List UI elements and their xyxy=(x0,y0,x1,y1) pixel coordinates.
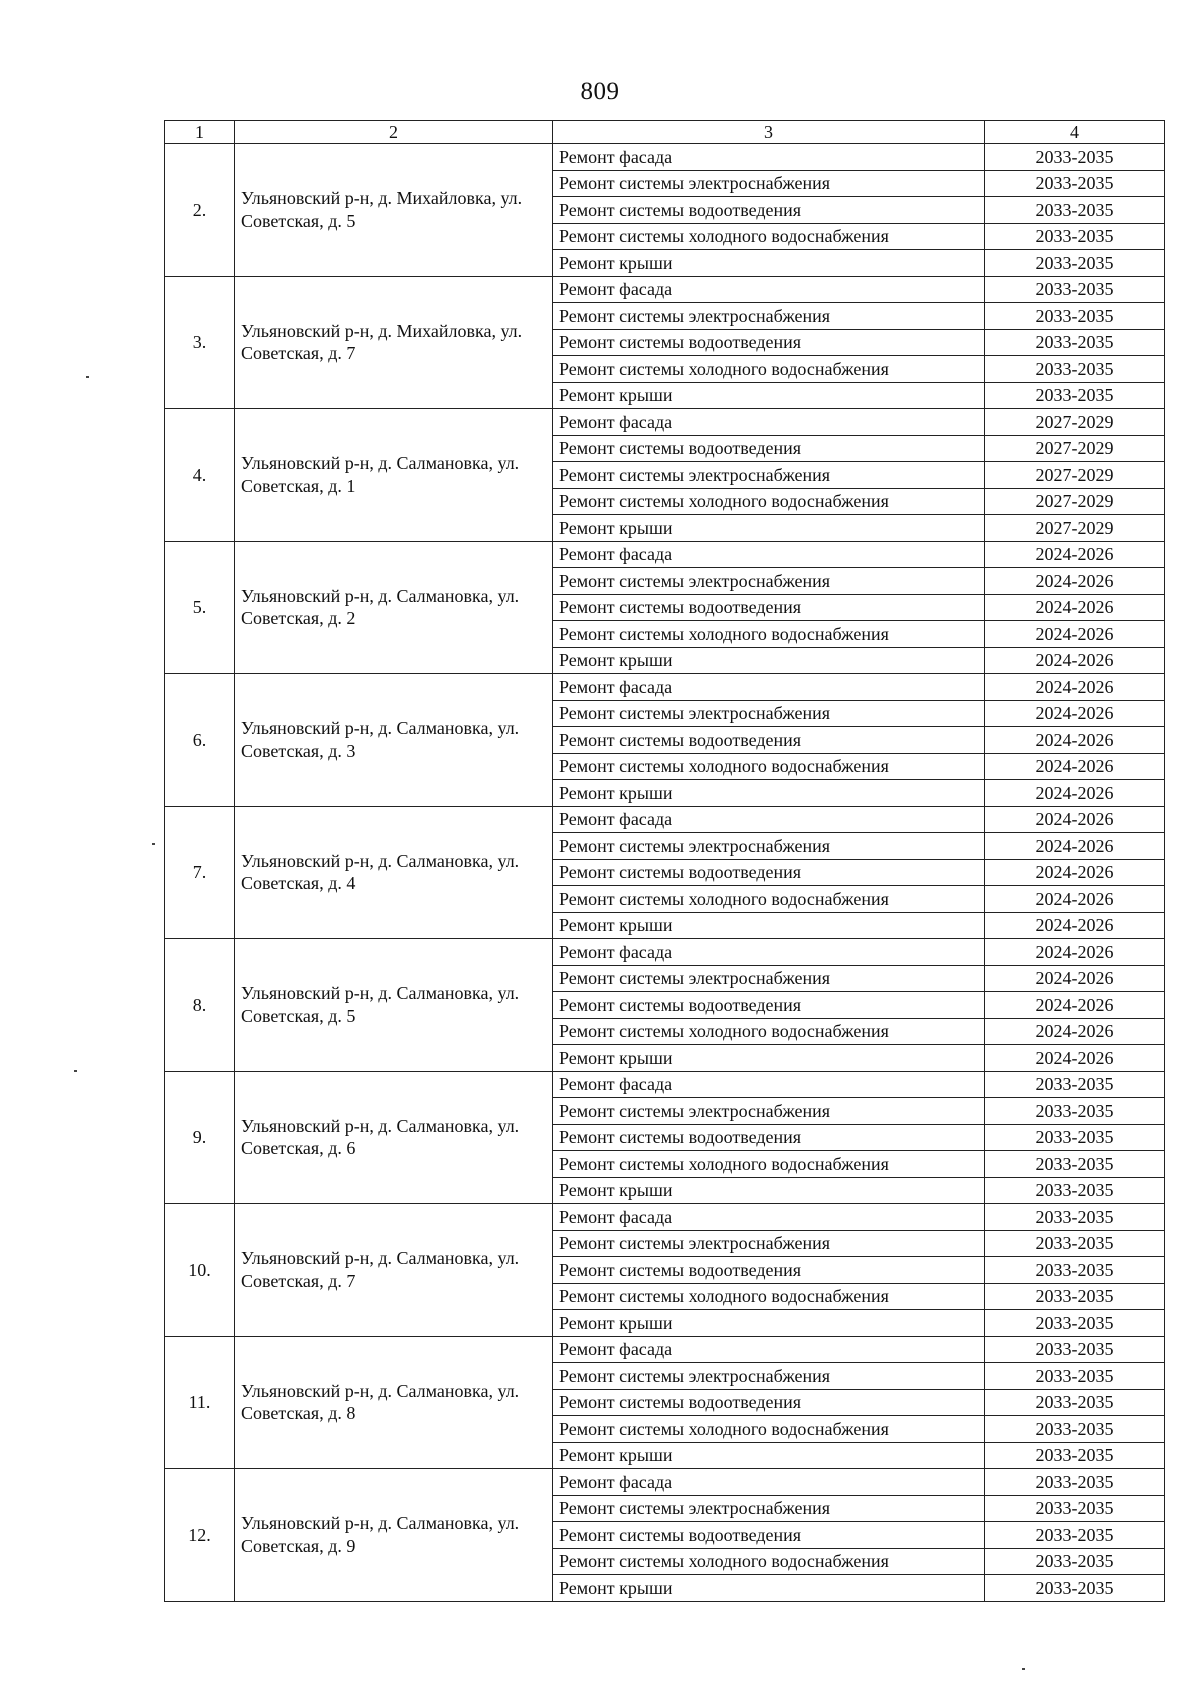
scan-speck xyxy=(152,843,155,845)
work-type: Ремонт системы водоотведения xyxy=(553,435,985,462)
work-period: 2033-2035 xyxy=(985,144,1165,171)
header-row xyxy=(165,121,1165,144)
work-period: 2033-2035 xyxy=(985,1151,1165,1178)
work-type: Ремонт крыши xyxy=(553,1310,985,1337)
item-number: 5. xyxy=(165,541,235,674)
work-type: Ремонт системы электроснабжения xyxy=(553,1098,985,1125)
work-period: 2033-2035 xyxy=(985,1257,1165,1284)
work-type: Ремонт системы электроснабжения xyxy=(553,1363,985,1390)
work-period: 2024-2026 xyxy=(985,886,1165,913)
building-address: Ульяновский р-н, д. Михайловка, ул. Советская, д. 7 xyxy=(235,276,553,409)
work-period: 2024-2026 xyxy=(985,806,1165,833)
work-period: 2033-2035 xyxy=(985,1098,1165,1125)
work-type: Ремонт крыши xyxy=(553,1575,985,1602)
table-row xyxy=(165,1204,1165,1231)
work-period: 2024-2026 xyxy=(985,1045,1165,1072)
work-period: 2024-2026 xyxy=(985,939,1165,966)
work-period: 2033-2035 xyxy=(985,1442,1165,1469)
work-period: 2033-2035 xyxy=(985,1071,1165,1098)
work-period: 2033-2035 xyxy=(985,1177,1165,1204)
work-type: Ремонт фасада xyxy=(553,1071,985,1098)
work-period: 2024-2026 xyxy=(985,912,1165,939)
work-type: Ремонт системы водоотведения xyxy=(553,329,985,356)
work-type: Ремонт системы холодного водоснабжения xyxy=(553,1416,985,1443)
work-period: 2033-2035 xyxy=(985,1204,1165,1231)
building-address: Ульяновский р-н, д. Салмановка, ул. Советская, д. 4 xyxy=(235,806,553,939)
work-period: 2033-2035 xyxy=(985,1283,1165,1310)
work-period: 2033-2035 xyxy=(985,1363,1165,1390)
work-period: 2033-2035 xyxy=(985,170,1165,197)
work-type: Ремонт системы водоотведения xyxy=(553,1257,985,1284)
work-type: Ремонт системы холодного водоснабжения xyxy=(553,356,985,383)
building-address: Ульяновский р-н, д. Салмановка, ул. Советская, д. 2 xyxy=(235,541,553,674)
table-header xyxy=(165,121,1165,144)
item-number: 11. xyxy=(165,1336,235,1469)
work-period: 2033-2035 xyxy=(985,1336,1165,1363)
building-address: Ульяновский р-н, д. Михайловка, ул. Советская, д. 5 xyxy=(235,144,553,277)
header-col-1: 1 xyxy=(165,121,235,144)
work-period: 2024-2026 xyxy=(985,594,1165,621)
work-period: 2024-2026 xyxy=(985,727,1165,754)
work-type: Ремонт фасада xyxy=(553,541,985,568)
item-number: 8. xyxy=(165,939,235,1072)
work-type: Ремонт фасада xyxy=(553,806,985,833)
work-period: 2024-2026 xyxy=(985,780,1165,807)
work-type: Ремонт системы электроснабжения xyxy=(553,833,985,860)
work-period: 2024-2026 xyxy=(985,859,1165,886)
work-period: 2027-2029 xyxy=(985,462,1165,489)
work-type: Ремонт крыши xyxy=(553,647,985,674)
header-col-3: 3 xyxy=(553,121,985,144)
work-period: 2027-2029 xyxy=(985,488,1165,515)
work-period: 2024-2026 xyxy=(985,1018,1165,1045)
table-row xyxy=(165,541,1165,568)
work-period: 2033-2035 xyxy=(985,1495,1165,1522)
item-number: 10. xyxy=(165,1204,235,1337)
work-period: 2033-2035 xyxy=(985,1575,1165,1602)
work-type: Ремонт системы водоотведения xyxy=(553,859,985,886)
work-type: Ремонт крыши xyxy=(553,1177,985,1204)
work-type: Ремонт системы холодного водоснабжения xyxy=(553,223,985,250)
work-type: Ремонт крыши xyxy=(553,780,985,807)
work-type: Ремонт крыши xyxy=(553,250,985,277)
work-type: Ремонт фасада xyxy=(553,674,985,701)
work-type: Ремонт системы электроснабжения xyxy=(553,170,985,197)
work-period: 2033-2035 xyxy=(985,1522,1165,1549)
work-period: 2027-2029 xyxy=(985,409,1165,436)
building-address: Ульяновский р-н, д. Салмановка, ул. Советская, д. 1 xyxy=(235,409,553,542)
work-period: 2024-2026 xyxy=(985,992,1165,1019)
item-number: 2. xyxy=(165,144,235,277)
work-type: Ремонт системы водоотведения xyxy=(553,1124,985,1151)
table-row xyxy=(165,1336,1165,1363)
table-row xyxy=(165,1469,1165,1496)
work-period: 2024-2026 xyxy=(985,647,1165,674)
item-number: 6. xyxy=(165,674,235,807)
work-period: 2033-2035 xyxy=(985,356,1165,383)
building-address: Ульяновский р-н, д. Салмановка, ул. Советская, д. 5 xyxy=(235,939,553,1072)
work-type: Ремонт системы холодного водоснабжения xyxy=(553,753,985,780)
work-type: Ремонт системы электроснабжения xyxy=(553,303,985,330)
item-number: 4. xyxy=(165,409,235,542)
work-period: 2033-2035 xyxy=(985,303,1165,330)
work-period: 2024-2026 xyxy=(985,965,1165,992)
work-type: Ремонт системы холодного водоснабжения xyxy=(553,1548,985,1575)
work-type: Ремонт фасада xyxy=(553,939,985,966)
table-row xyxy=(165,939,1165,966)
work-period: 2033-2035 xyxy=(985,1469,1165,1496)
page-number: 809 xyxy=(580,78,620,105)
work-type: Ремонт системы водоотведения xyxy=(553,1522,985,1549)
scan-speck xyxy=(1022,1668,1025,1670)
building-address: Ульяновский р-н, д. Салмановка, ул. Советская, д. 9 xyxy=(235,1469,553,1602)
work-type: Ремонт системы холодного водоснабжения xyxy=(553,1283,985,1310)
work-type: Ремонт системы электроснабжения xyxy=(553,700,985,727)
work-type: Ремонт системы электроснабжения xyxy=(553,965,985,992)
work-period: 2033-2035 xyxy=(985,1124,1165,1151)
table-row xyxy=(165,276,1165,303)
work-period: 2033-2035 xyxy=(985,197,1165,224)
work-type: Ремонт системы водоотведения xyxy=(553,1389,985,1416)
work-period: 2027-2029 xyxy=(985,515,1165,542)
work-type: Ремонт фасада xyxy=(553,276,985,303)
work-type: Ремонт системы водоотведения xyxy=(553,727,985,754)
table-row xyxy=(165,674,1165,701)
item-number: 12. xyxy=(165,1469,235,1602)
building-address: Ульяновский р-н, д. Салмановка, ул. Советская, д. 8 xyxy=(235,1336,553,1469)
work-type: Ремонт фасада xyxy=(553,144,985,171)
work-type: Ремонт системы водоотведения xyxy=(553,594,985,621)
work-period: 2033-2035 xyxy=(985,223,1165,250)
scan-speck xyxy=(86,376,89,378)
work-period: 2033-2035 xyxy=(985,1389,1165,1416)
header-col-4: 4 xyxy=(985,121,1165,144)
work-period: 2024-2026 xyxy=(985,753,1165,780)
work-type: Ремонт системы холодного водоснабжения xyxy=(553,621,985,648)
work-type: Ремонт системы электроснабжения xyxy=(553,462,985,489)
work-type: Ремонт крыши xyxy=(553,912,985,939)
work-type: Ремонт крыши xyxy=(553,382,985,409)
work-type: Ремонт системы электроснабжения xyxy=(553,1230,985,1257)
work-type: Ремонт фасада xyxy=(553,1469,985,1496)
work-period: 2033-2035 xyxy=(985,1416,1165,1443)
scan-speck xyxy=(74,1070,77,1072)
work-type: Ремонт системы водоотведения xyxy=(553,992,985,1019)
header-col-2: 2 xyxy=(235,121,553,144)
work-type: Ремонт системы электроснабжения xyxy=(553,1495,985,1522)
item-number: 9. xyxy=(165,1071,235,1204)
work-type: Ремонт системы холодного водоснабжения xyxy=(553,488,985,515)
table-row xyxy=(165,1071,1165,1098)
work-period: 2024-2026 xyxy=(985,833,1165,860)
work-period: 2024-2026 xyxy=(985,674,1165,701)
work-type: Ремонт системы электроснабжения xyxy=(553,568,985,595)
work-period: 2024-2026 xyxy=(985,541,1165,568)
repair-schedule-table xyxy=(164,120,1165,1602)
work-type: Ремонт фасада xyxy=(553,1336,985,1363)
work-period: 2033-2035 xyxy=(985,329,1165,356)
work-type: Ремонт системы водоотведения xyxy=(553,197,985,224)
work-type: Ремонт крыши xyxy=(553,515,985,542)
building-address: Ульяновский р-н, д. Салмановка, ул. Советская, д. 7 xyxy=(235,1204,553,1337)
work-period: 2033-2035 xyxy=(985,276,1165,303)
work-type: Ремонт крыши xyxy=(553,1442,985,1469)
work-period: 2033-2035 xyxy=(985,382,1165,409)
item-number: 7. xyxy=(165,806,235,939)
work-type: Ремонт фасада xyxy=(553,409,985,436)
work-period: 2033-2035 xyxy=(985,250,1165,277)
table-row xyxy=(165,409,1165,436)
work-type: Ремонт системы холодного водоснабжения xyxy=(553,886,985,913)
work-type: Ремонт системы холодного водоснабжения xyxy=(553,1151,985,1178)
work-period: 2027-2029 xyxy=(985,435,1165,462)
work-period: 2024-2026 xyxy=(985,621,1165,648)
work-period: 2024-2026 xyxy=(985,568,1165,595)
work-type: Ремонт фасада xyxy=(553,1204,985,1231)
building-address: Ульяновский р-н, д. Салмановка, ул. Советская, д. 3 xyxy=(235,674,553,807)
item-number: 3. xyxy=(165,276,235,409)
work-period: 2024-2026 xyxy=(985,700,1165,727)
work-period: 2033-2035 xyxy=(985,1548,1165,1575)
work-period: 2033-2035 xyxy=(985,1310,1165,1337)
building-address: Ульяновский р-н, д. Салмановка, ул. Советская, д. 6 xyxy=(235,1071,553,1204)
work-type: Ремонт системы холодного водоснабжения xyxy=(553,1018,985,1045)
table-row xyxy=(165,144,1165,171)
table-row xyxy=(165,806,1165,833)
table-body xyxy=(165,144,1165,1602)
work-period: 2033-2035 xyxy=(985,1230,1165,1257)
work-type: Ремонт крыши xyxy=(553,1045,985,1072)
